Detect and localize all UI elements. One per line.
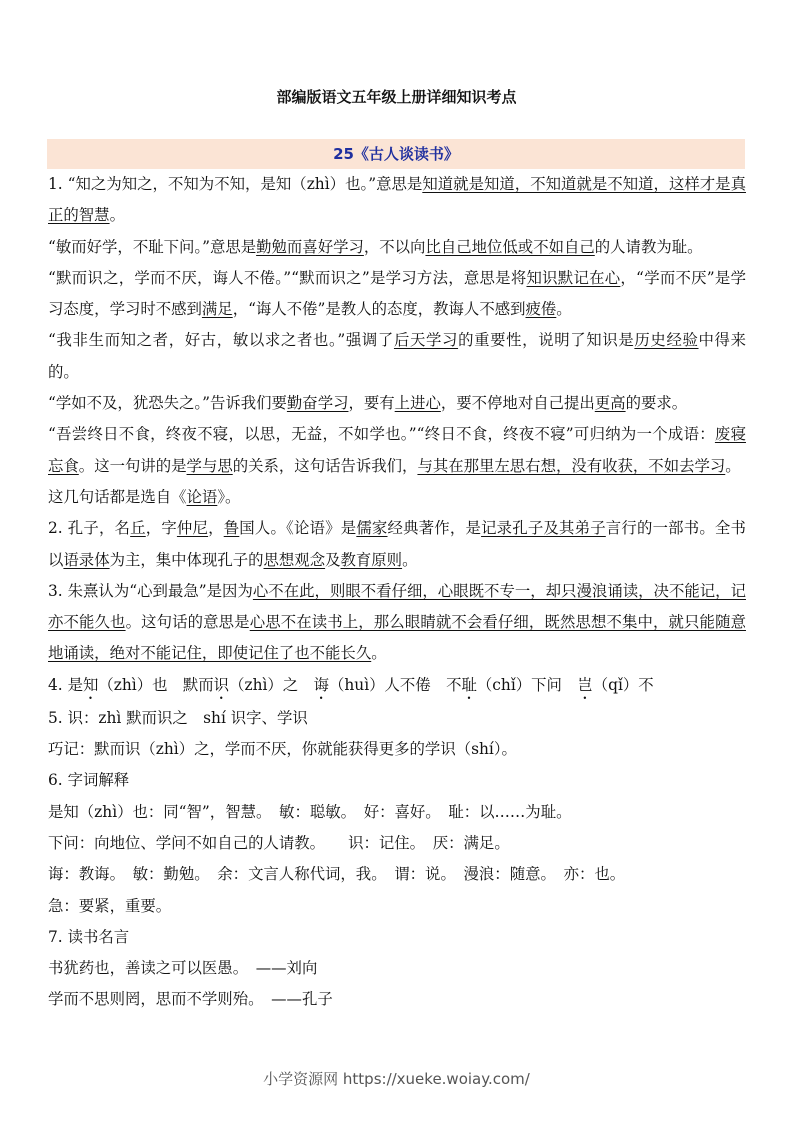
text-segment: ， (208, 519, 224, 538)
paragraph (48, 953, 746, 984)
underlined-text: 勤勉而喜好学习 (256, 237, 364, 256)
emphasized-char: 知 (82, 675, 99, 694)
underlined-text: 废寝忘食 (48, 425, 746, 475)
paragraph (48, 419, 746, 482)
underlined-text: 知识默记在心 (526, 268, 621, 287)
emphasized-char: 岂 (577, 675, 593, 694)
text-segment: 6. 字词解释 (48, 771, 130, 790)
page-title: 部编版语文五年级上册详细知识考点 (276, 88, 517, 106)
underlined-text: 满足 (201, 300, 233, 319)
text-segment: 国人。《论语》是 (239, 519, 357, 538)
text-segment: 诲：教诲。 敏：勤勉。 余：文言人称代词，我。 谓：说。 漫浪：随意。 亦：也。 (48, 865, 626, 884)
text-segment: 学而不思则罔，思而不学则殆。 ——孔子 (48, 990, 333, 1009)
paragraph (48, 859, 746, 890)
text-segment: （zhì）之 (229, 675, 314, 694)
text-segment: 。 (725, 456, 741, 475)
underlined-text: 记录孔子及其弟子 (481, 519, 606, 538)
text-segment: ，要有 (348, 394, 395, 413)
text-segment: 为主，集中体现孔子的 (109, 550, 264, 569)
text-segment: 巧记：默而识（zhì）之，学而不厌，你就能获得更多的学识（shí）。 (48, 740, 517, 759)
text-segment: 5. 识：zhì 默而识之 shí 识字、学识 (48, 708, 308, 727)
underlined-text: 丘 (130, 519, 146, 538)
text-segment: （chǐ）下问 (476, 675, 578, 694)
text-segment: 的重要性，说明了知识是 (458, 331, 635, 350)
underlined-text: 思想观念 (263, 550, 326, 569)
underlined-text: 历史经验 (634, 331, 699, 350)
underlined-text: 更高 (594, 394, 626, 413)
emphasized-char: 诲 (313, 675, 329, 694)
underlined-text: 心不在此，则眼不看仔细，心眼既不专一，却只漫浪诵读，决不能记，记亦不能久也 (48, 581, 746, 632)
paragraph (48, 828, 746, 859)
text-segment: 。 (556, 300, 572, 319)
text-segment: 的关系，这句话告诉我们， (232, 456, 418, 475)
emphasized-char: 识 (213, 675, 230, 694)
text-segment: ，不以向 (363, 237, 426, 256)
underlined-text: 与其在那里左思右想，没有收获，不如去学习 (417, 456, 726, 475)
text-segment: “学如不及，犹恐失之。”告诉我们要 (48, 394, 287, 413)
emphasized-char: 耻 (461, 675, 477, 694)
underlined-text: 教育原则 (340, 550, 403, 569)
text-segment: “吾尝终日不食，终夜不寝，以思，无益，不如学也。”“终日不食，终夜不寝”可归纳为一个成语： (48, 425, 715, 444)
paragraph (48, 984, 746, 1015)
underlined-text: 心思不在读书上，那么眼睛就不会看仔细，既然思想不集中，就只能随意地诵读，绝对不能记住，即使记住了也不能长久 (48, 613, 746, 663)
text-segment: 下问：向地位、学问不如自己的人请教。 识：记住。 厌：满足。 (48, 833, 510, 852)
paragraph (48, 670, 746, 703)
text-segment: 7. 读书名言 (48, 927, 130, 946)
paragraph (48, 325, 746, 388)
text-segment: 的人请教为耻。 (594, 237, 703, 256)
text-segment: “我非生而知之者，好古，敏以求之者也。”强调了 (48, 331, 394, 350)
text-segment: ，“诲人不倦”是教人的态度，教诲人不感到 (232, 300, 526, 319)
footer-watermark: 小学资源网 https://xueke.woiay.com/ (263, 1070, 530, 1088)
text-segment: 。这句话的意思是 (125, 613, 250, 632)
paragraph (48, 169, 746, 232)
text-segment: 书犹药也，善读之可以医愚。 ——刘向 (48, 959, 318, 978)
text-segment: 。 (109, 206, 125, 225)
text-segment: 经典著作，是 (387, 519, 482, 538)
text-segment: ，“学而不厌”是学习态度，学习时不感到 (48, 268, 746, 319)
underlined-text: 语录体 (63, 550, 110, 569)
text-segment: “敏而好学，不耻下问。”意思是 (48, 237, 257, 256)
paragraph (48, 922, 746, 953)
text-segment: 。这一句讲的是 (78, 456, 187, 475)
text-segment: “默而识之，学而不厌，诲人不倦。”“默而识之”是学习方法，意思是将 (48, 268, 527, 287)
text-segment: 的要求。 (625, 394, 688, 413)
paragraph (48, 513, 746, 576)
paragraph (48, 388, 746, 419)
text-segment: 3. 朱熹认为“心到最急”是因为 (48, 581, 253, 600)
underlined-text: 学与思 (186, 456, 233, 475)
underlined-text: 论语 (186, 487, 218, 506)
underlined-text: 勤奋学习 (286, 394, 349, 413)
text-segment: 。 (371, 644, 387, 663)
underlined-text: 比自己地位低或不如自己 (425, 237, 595, 256)
paragraph (48, 232, 746, 263)
text-segment: 是知（zhì）也：同“智”，智慧。 敏：聪敏。 好：喜好。 耻：以……为耻。 (48, 802, 572, 821)
underlined-text: 仲尼 (176, 519, 209, 538)
underlined-text: 后天学习 (393, 331, 459, 350)
underlined-text: 儒家 (356, 519, 388, 538)
text-segment: 4. 是 (48, 675, 83, 694)
paragraph (48, 576, 746, 670)
paragraph (48, 765, 746, 796)
text-segment: 。 (402, 550, 418, 569)
paragraph (48, 734, 746, 765)
text-segment: ，要不停地对自己提出 (440, 394, 595, 413)
text-segment: 中得来的。 (48, 331, 746, 381)
paragraph (48, 891, 746, 922)
text-segment: 1. “知之为知之，不知为不知，是知（zhì）也。”意思是 (48, 175, 423, 193)
text-segment: 这几句话都是选自《 (48, 487, 187, 506)
text-segment: 言行的一部书。全书以 (48, 519, 746, 569)
text-segment: （zhì）也 默而 (98, 675, 214, 694)
section-header: 25《古人谈读书》 (47, 139, 745, 169)
paragraph (48, 263, 746, 326)
text-segment: ，字 (145, 519, 177, 538)
paragraph (48, 482, 746, 513)
text-segment: 》。 (217, 487, 241, 506)
text-segment: （qǐ）不 (592, 675, 654, 694)
document-body (48, 169, 746, 1016)
text-segment: （huì）人不倦 不 (329, 675, 462, 694)
paragraph (48, 703, 746, 734)
underlined-text: 知道就是知道，不知道就是不知道，这样才是真正的智慧 (48, 175, 746, 225)
underlined-text: 鲁 (223, 519, 240, 538)
underlined-text: 上进心 (394, 394, 441, 413)
text-segment: 2. 孔子，名 (48, 519, 131, 538)
text-segment: 急：要紧，重要。 (48, 896, 172, 915)
paragraph (48, 797, 746, 828)
underlined-text: 疲倦 (525, 300, 557, 319)
text-segment: 及 (325, 550, 341, 569)
